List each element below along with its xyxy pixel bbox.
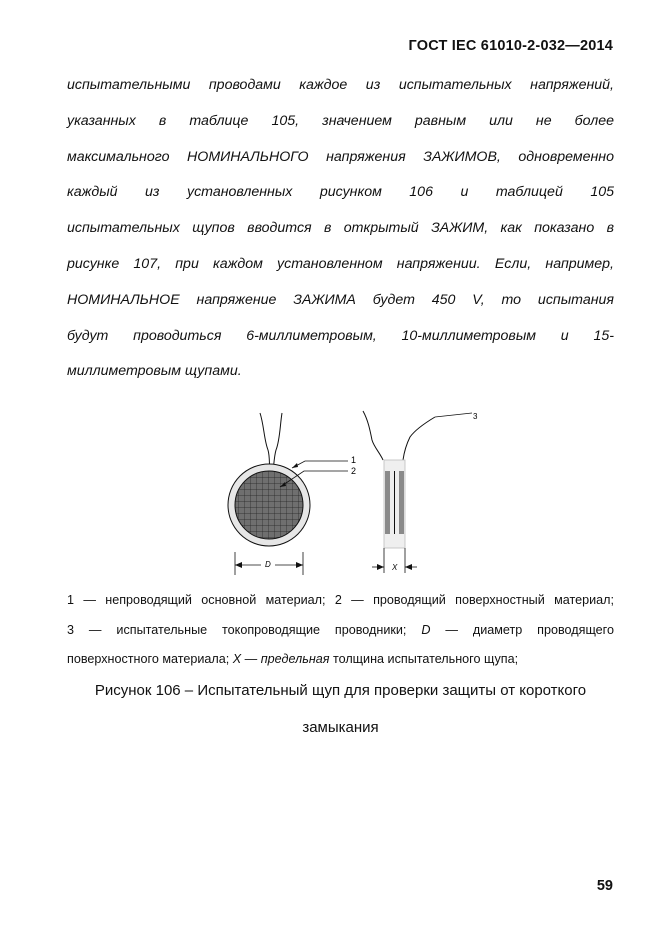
dimension-x-label: X [392,563,398,572]
leader-3 [435,413,472,417]
paragraph-line: рисунке 107, при каждом установленном напряжении. Если, например, [67,255,614,272]
document-header: ГОСТ IEC 61010-2-032—2014 [408,38,613,54]
conductive-grid [235,471,303,539]
paragraph-line: будут проводиться 6-миллиметровым, 10-миллиметровым и 15- [67,327,614,344]
probe-drawing [220,405,500,585]
legend-line: 3 — испытательные токопроводящие проводники; D — диаметр проводящего [67,622,615,637]
page-number: 59 [596,878,613,894]
legend-line: поверхностного материала; X — предельная толщина испытательного щупа; [67,652,519,667]
wire-right [273,413,282,471]
label-2: 2 [351,466,357,476]
paragraph-line: максимального НОМИНАЛЬНОГО напряжения ЗАЖИМОВ, одновременно [67,148,614,165]
wire-left [260,413,270,471]
label-3: 3 [473,412,478,421]
wire-side-left [363,411,383,460]
figure-legend [67,588,614,677]
paragraph-line: НОМИНАЛЬНОЕ напряжение ЗАЖИМА будет 450 V, то испытания [67,291,614,308]
test-probe-figure [220,405,500,585]
label-1: 1 [351,455,357,465]
legend-line: 1 — непроводящий основной материал; 2 — проводящий поверхностный материал; [67,593,614,607]
paragraph-line: испытательными проводами каждое из испытательных напряжений, [67,77,614,93]
body-paragraph [67,72,614,394]
paragraph-line: испытательных щупов вводится в открытый ЗАЖИМ, как показано в [67,220,614,237]
figure-title: Рисунок 106 – Испытательный щуп для проверки защиты от короткого [94,682,587,699]
wire-side-right [403,417,435,460]
leader-1 [292,461,348,468]
paragraph-line: миллиметровым щупами. [67,363,242,380]
dimension-d-label: D [265,560,271,569]
paragraph-line: каждый из установленных рисунком 106 и таблицей 105 [67,184,614,201]
paragraph-line: указанных в таблице 105, значением равным или не более [67,112,614,129]
figure-title-cont: замыкания [302,719,379,736]
